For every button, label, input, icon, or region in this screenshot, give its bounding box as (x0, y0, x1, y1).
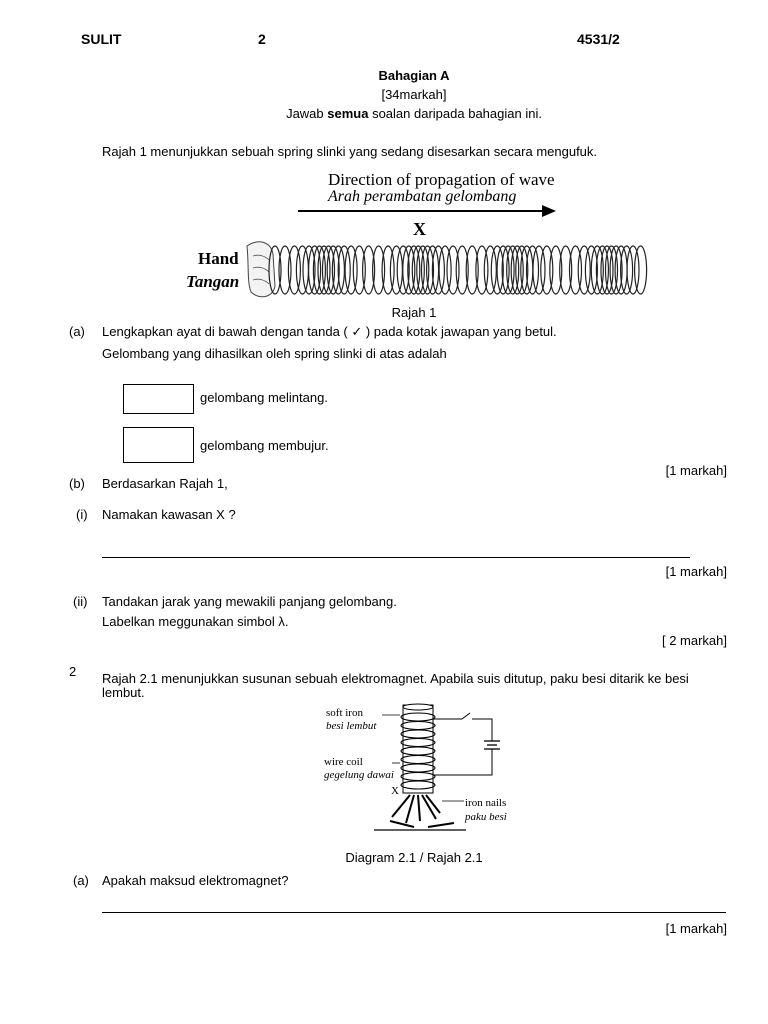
q1b-ii-text2: Labelkan meggunakan simbol λ. (102, 614, 289, 629)
q2a-text: Apakah maksud elektromagnet? (102, 873, 289, 888)
option-longitudinal: gelombang membujur. (200, 438, 329, 453)
option-transverse: gelombang melintang. (200, 390, 328, 405)
wire-coil-label-ms: gegelung dawai (324, 769, 394, 781)
q2-intro-line2: lembut. (102, 685, 145, 700)
q1b-ii-marks: [ 2 markah] (661, 633, 727, 648)
slinky-spring-image (245, 236, 655, 302)
answer-line-q2a[interactable] (102, 912, 726, 913)
q2-intro-line1: Rajah 2.1 menunjukkan susunan sebuah elektromagnet. Apabila suis ditutup, paku besi ditarik ke besi (102, 671, 689, 686)
iron-nails-label-ms: paku besi (465, 811, 507, 823)
q1a-marks: [1 markah] (665, 463, 727, 478)
slinky-coil (578, 246, 590, 294)
slinky-coil (635, 246, 647, 294)
q1b-i-number: (i) (76, 507, 88, 522)
figure2-caption: Diagram 2.1 / Rajah 2.1 (345, 850, 483, 865)
slinky-coil (484, 246, 496, 294)
iron-nails-label-en: iron nails (465, 797, 507, 809)
q1a-number: (a) (69, 324, 85, 339)
direction-label-en: Direction of propagation of wave (328, 170, 555, 189)
slinky-coil (390, 246, 402, 294)
q2-number: 2 (69, 664, 77, 679)
header-paper-code: 4531/2 (577, 31, 620, 47)
header-sulit: SULIT (81, 31, 122, 47)
hand-label-ms: Tangan (186, 272, 240, 291)
direction-label-ms: Arah perambatan gelombang (328, 188, 517, 205)
q1b-ii-number: (ii) (73, 594, 88, 609)
q1b-text: Berdasarkan Rajah 1, (102, 476, 228, 491)
slinky-coil (296, 246, 308, 294)
q1b-i-marks: [1 markah] (665, 564, 727, 579)
section-instruction: Jawab semua soalan daripada bahagian ini. (286, 106, 542, 121)
q1-intro: Rajah 1 menunjukkan sebuah spring slinki yang sedang disesarkan secara mengufuk. (102, 144, 598, 159)
header-page-number: 2 (258, 31, 266, 47)
section-title: Bahagian A (378, 68, 450, 83)
answer-box-longitudinal[interactable] (123, 427, 194, 463)
soft-iron-label-en: soft iron (326, 707, 363, 719)
q1b-number: (b) (69, 476, 85, 491)
answer-box-transverse[interactable] (123, 384, 194, 414)
q2a-number: (a) (73, 873, 89, 888)
answer-line-q1bi[interactable] (102, 557, 690, 558)
electromagnet-diagram (370, 703, 520, 835)
wire-coil-label-en: wire coil (324, 756, 363, 768)
figure1-caption: Rajah 1 (391, 305, 437, 320)
q1b-i-text: Namakan kawasan X ? (102, 507, 236, 522)
slinky-coil (447, 246, 459, 294)
x-point-label: X (391, 785, 399, 797)
q2a-marks: [1 markah] (665, 921, 727, 936)
slinky-coil (353, 246, 365, 294)
q1a-stem: Gelombang yang dihasilkan oleh spring slinki di atas adalah (102, 346, 447, 361)
hand-label-en: Hand (198, 249, 239, 268)
propagation-arrow-icon (298, 202, 558, 220)
region-x-label: X (413, 219, 426, 239)
q1a-text: Lengkapkan ayat di bawah dengan tanda ( ✓ ) pada kotak jawapan yang betul. (102, 324, 557, 339)
section-marks: [34markah] (381, 87, 447, 102)
soft-iron-label-ms: besi lembut (326, 720, 377, 732)
q1b-ii-text1: Tandakan jarak yang mewakili panjang gelombang. (102, 594, 397, 609)
